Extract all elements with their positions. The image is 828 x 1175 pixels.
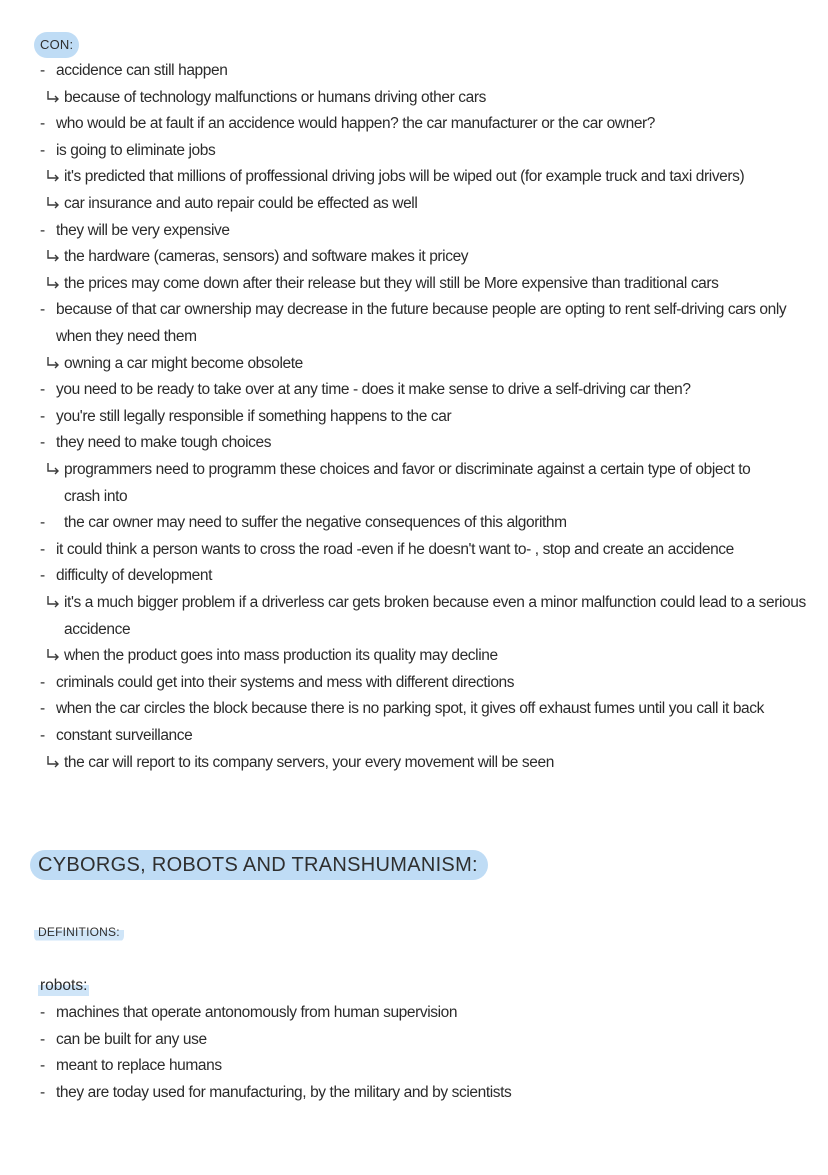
list-item [0, 696, 828, 722]
list-item [0, 244, 828, 270]
list-item-text: owning a car might become obsolete [64, 354, 303, 372]
list-item [0, 750, 828, 776]
list-item-text: can be built for any use [56, 1030, 207, 1048]
dash-bullet-icon: - [40, 727, 45, 744]
con-label: CON: [34, 32, 79, 58]
dash-bullet-icon: - [40, 301, 45, 319]
list-item-text: it's a much bigger problem if a driverless car gets broken because even a minor malfunction could lead to a serious [64, 594, 806, 611]
hook-arrow-icon [46, 191, 60, 217]
list-item-text: the car will report to its company servers, your every movement will be seen [64, 753, 554, 771]
list-item-text: when the product goes into mass production its quality may decline [64, 647, 498, 665]
dash-bullet-icon: - [40, 673, 45, 691]
list-item-text: meant to replace humans [56, 1057, 222, 1074]
list-item-text: programmers need to programm these choices and favor or discriminate against a certain type of object to [64, 461, 751, 478]
dash-bullet-icon: - [40, 434, 45, 452]
robots-list-item [0, 1080, 828, 1106]
dash-bullet-icon: - [40, 540, 45, 558]
list-item-text: it could think a person wants to cross the road -even if he doesn't want to- , stop and create an accidence [56, 540, 734, 558]
dash-bullet-icon: - [40, 115, 45, 133]
list-item [0, 643, 828, 669]
list-item [0, 404, 828, 430]
list-item [0, 537, 828, 563]
list-item-text: they will be very expensive [56, 221, 230, 239]
dash-bullet-icon: - [40, 141, 45, 159]
list-item-text: the hardware (cameras, sensors) and software makes it pricey [64, 248, 469, 266]
list-item [0, 510, 828, 536]
dash-bullet-icon: - [40, 62, 45, 79]
dash-bullet-icon: - [40, 700, 45, 718]
robots-list-item [0, 1000, 828, 1026]
list-item-text: it's predicted that millions of proffessional driving jobs will be wiped out (for example truck and taxi drivers) [64, 168, 745, 186]
list-item-text: the car owner may need to suffer the negative consequences of this algorithm [64, 514, 567, 532]
dash-bullet-icon: - [40, 407, 45, 425]
robots-list-item [0, 1053, 828, 1079]
list-item [0, 324, 828, 350]
dash-bullet-icon: - [40, 1030, 45, 1048]
section-title: CYBORGS, ROBOTS AND TRANSHUMANISM: [30, 850, 488, 880]
robots-list-item [0, 1027, 828, 1053]
list-item-text: accidence can still happen [56, 62, 228, 79]
list-item-text: who would be at fault if an accidence would happen? the car manufacturer or the car owner? [56, 115, 656, 133]
robots-label: robots: [38, 975, 89, 997]
list-item [0, 670, 828, 696]
list-item [0, 484, 828, 510]
list-item [0, 138, 828, 164]
list-item-text: accidence [64, 620, 131, 638]
list-item-text: because of that car ownership may decrease in the future because people are opting to rent self-driving cars only [56, 301, 787, 319]
dash-bullet-icon: - [40, 1004, 45, 1021]
list-item-text: is going to eliminate jobs [56, 141, 216, 159]
dash-bullet-icon: - [40, 221, 45, 239]
list-item-text: you need to be ready to take over at any time - does it make sense to drive a self-driving car then? [56, 381, 691, 399]
hook-arrow-icon [46, 750, 60, 776]
list-item-text: machines that operate antonomously from human supervision [56, 1004, 458, 1021]
list-item [0, 164, 828, 190]
list-item [0, 297, 828, 323]
list-item [0, 111, 828, 137]
list-item [0, 85, 828, 111]
list-item [0, 457, 828, 483]
dash-bullet-icon: - [40, 1083, 45, 1101]
definitions-label: DEFINITIONS: [34, 922, 124, 942]
list-item [0, 590, 828, 616]
hook-arrow-icon [46, 85, 60, 111]
dash-bullet-icon: - [40, 1057, 45, 1074]
hook-arrow-icon [46, 271, 60, 297]
list-item-text: you're still legally responsible if something happens to the car [56, 407, 452, 425]
dash-bullet-icon: - [40, 514, 45, 532]
list-item [0, 377, 828, 403]
list-item-text: crash into [64, 487, 128, 505]
list-item [0, 563, 828, 589]
list-item-text: when the car circles the block because there is no parking spot, it gives off exhaust fumes until you call it back [56, 700, 764, 718]
hook-arrow-icon [46, 351, 60, 377]
list-item [0, 351, 828, 377]
list-item-text: when they need them [56, 328, 197, 345]
list-item-text: the prices may come down after their release but they will still be More expensive than traditional cars [64, 274, 719, 292]
dash-bullet-icon: - [40, 381, 45, 399]
hook-arrow-icon [46, 164, 60, 190]
list-item-text: they need to make tough choices [56, 434, 272, 452]
list-item [0, 617, 828, 643]
list-item-text: criminals could get into their systems and mess with different directions [56, 673, 515, 691]
list-item [0, 430, 828, 456]
hook-arrow-icon [46, 643, 60, 669]
hook-arrow-icon [46, 457, 60, 483]
hook-arrow-icon [46, 244, 60, 270]
list-item [0, 218, 828, 244]
list-item [0, 723, 828, 749]
list-item [0, 191, 828, 217]
list-item-text: difficulty of development [56, 567, 213, 585]
list-item-text: because of technology malfunctions or humans driving other cars [64, 88, 486, 106]
dash-bullet-icon: - [40, 567, 45, 585]
list-item-text: constant surveillance [56, 727, 193, 744]
list-item [0, 58, 828, 84]
list-item-text: car insurance and auto repair could be effected as well [64, 195, 418, 212]
list-item [0, 271, 828, 297]
hook-arrow-icon [46, 590, 60, 616]
list-item-text: they are today used for manufacturing, by the military and by scientists [56, 1083, 512, 1101]
